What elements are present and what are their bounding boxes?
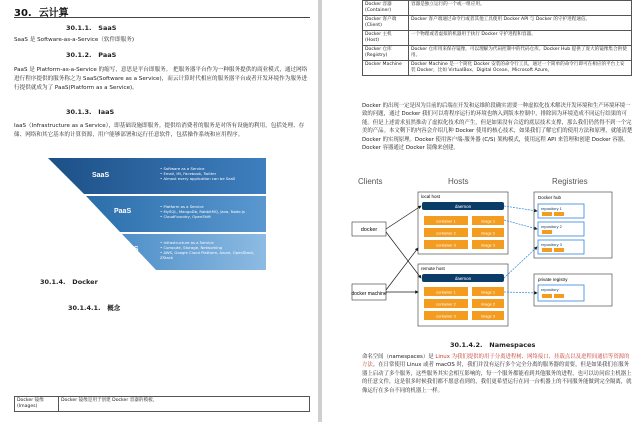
daemon-remote-label: daemon: [454, 276, 472, 281]
feature-item: • CloudFoundry, OpenShift: [160, 214, 264, 219]
tier-label-paas: PaaS: [114, 208, 132, 215]
registry-private-label: private registry: [538, 277, 568, 282]
image-label: image 3: [480, 313, 496, 319]
table-row: [363, 1, 632, 16]
container-label: container 3: [436, 242, 456, 248]
table-desc: 一个物理或者虚拟的机器用于执行 Docker 守护进程和容器。: [409, 31, 632, 46]
arrow-remote-to-private: [504, 292, 537, 293]
image-label: image 1: [480, 218, 496, 224]
table-term: Docker 仓库 (Registry): [363, 46, 409, 61]
cloud-service-pyramid: [48, 158, 266, 270]
image-label: image 2: [480, 230, 496, 236]
docker-concept-table: [362, 0, 632, 76]
paas-text: PaaS 是 Platform-as-a-Service 的缩写，意思是平台即服务。 把服务器平台作为一种服务提供的商业模式，通过网络进行程序提供的服务称之为 SaaS(Software as a Service)，而云计算时代相应的服务器平台或者开发环境作为服务进行提供就成为了 PaaS(Platform as a Service)。: [14, 67, 308, 91]
arrow-client-to-remote-daemon: [386, 232, 421, 278]
registry-image-chip: [554, 212, 564, 216]
arrow-local-to-hub: [504, 206, 537, 211]
iaas-text: IaaS（Infrastructure as a Service），即基础设施即服务。提供给消费者的服务是对所有设施的利用，包括处理、存储、网络和其它基本的计算资源，用户能够部署和运行任意软件，包括操作系统和应用程序。: [14, 123, 305, 138]
registry-image-chip: [542, 230, 552, 234]
namespaces-highlight: Linux 为我们提供的用于分离进程树、网络接口、挂载点以及进程间通信等资源的方法: [362, 354, 630, 369]
container-label: container 3: [436, 313, 456, 319]
image-label: image 3: [480, 242, 496, 248]
daemon-local-label: daemon: [454, 204, 472, 209]
feature-item: • Email, IM, Facebook, Twitter: [160, 171, 264, 176]
heading-docker: 30.1.4. Docker: [40, 278, 98, 286]
repository-label: repository 1: [541, 206, 562, 211]
host-local-label: local host: [421, 194, 441, 199]
tier-label-iaas: IaaS: [124, 246, 139, 253]
registry-image-chip: [542, 248, 552, 252]
feature-item: • Infrastructure as a Service: [160, 240, 264, 245]
feature-item: • Software as a Service: [160, 166, 264, 171]
saas-text: SaaS 是 Software-as-a-Service（软件即服务): [14, 37, 135, 43]
registry-image-chip: [554, 294, 564, 298]
column-header-hosts: Hosts: [448, 177, 469, 186]
container-label: container 2: [436, 230, 456, 236]
table-row: [363, 16, 632, 31]
image-label: image 2: [480, 301, 496, 307]
paas-features: [160, 204, 264, 219]
namespaces-text-rest: 。在日常使用 Linux 或者 macOS 时，我们并没有运行多个完全分离的服务器的需要，但是如果我们在服务器上启动了多个服务，这些服务其实会相互影响的，每一个服务都能看到其他服务的进程，也可以访问宿主机器上的任意文件，这是很多时候我们都不愿意看到的，我们更希望运行在同一台机器上的不同服务能做到完全隔离，就像运行在多台不同的机器上一样。: [362, 362, 632, 394]
table-term: Docker 主机 (Host): [363, 31, 409, 46]
heading-namespaces: 30.1.4.2. Namespaces: [450, 341, 536, 349]
heading-saas: 30.1.1. SaaS: [66, 24, 117, 32]
container-label: container 1: [436, 218, 456, 224]
right-page: [322, 0, 640, 422]
registry-image-chip: [542, 212, 552, 216]
table-term: Docker 镜像 (Images): [15, 397, 59, 412]
docker-concept-table-start: [14, 396, 310, 412]
section-rule: [14, 17, 310, 18]
arrow-remote-to-hub: [504, 247, 537, 278]
section-heading: 30. 云计算: [14, 8, 69, 19]
table-desc: Docker Machine 是一个简化 Docker 安装的命令行工具，通过一个简单的命令行即可在相应的平台上安装 Docker，比如 VirtualBox、Digital Ocean、Microsoft Azure。: [409, 61, 632, 76]
arrow-local-to-hub-2: [504, 220, 537, 229]
table-row: [363, 46, 632, 61]
table-desc: Docker 镜像是用于创建 Docker 容器的模板。: [59, 397, 310, 412]
feature-item: • Almost every application can be SaaS: [160, 176, 264, 181]
repository-label: repository: [541, 287, 559, 292]
docker-architecture-diagram: [348, 174, 616, 330]
table-desc: 容器是独立运行的一个或一组应用。: [409, 1, 632, 16]
table-row: [363, 31, 632, 46]
image-label: image 1: [480, 289, 496, 295]
saas-features: [160, 166, 264, 181]
docker-diagram-svg: [348, 174, 616, 330]
feature-item: • MySQL, MangoDb, RabbitMQ, Java, Node.js: [160, 209, 264, 214]
registry-image-chip: [554, 248, 564, 252]
client-docker-label: docker: [360, 227, 378, 233]
feature-item: • Platform as a Service: [160, 204, 264, 209]
container-label: container 1: [436, 289, 456, 295]
feature-item: • Compute, Storage, Networking: [160, 245, 264, 250]
tier-label-saas: SaaS: [92, 172, 110, 179]
iaas-features: [160, 240, 264, 260]
namespaces-text-prefix: 命名空间（namespaces）是: [362, 354, 436, 360]
table-term: Docker 客户端 (Client): [363, 16, 409, 31]
table-term: Docker 容器 (Container): [363, 1, 409, 16]
table-row: [15, 397, 310, 412]
registry-image-chip: [542, 294, 552, 298]
docker-intro-text: Docker 的出现一定是因为目前的后端在开发和运维阶段确实需要一种虚拟化技术解决开发环境和生产环境环境一致的问题，通过 Docker 我们可以将程序运行的环境也纳入到版本控制中，排除因为环境造成不同运行结果的可能。但是上述需求虽然推动了虚拟化技术的产生，但是如果没有合适的底层技术支撑，那么我们仍然得不到一个完美的产品。本文剩下的内容会介绍几种 Docker 使用的核心技术，如果我们了解它们的使用方法和原理，就能清楚 Docker 的实现原理。Docker 使用客户端-服务器 (C/S) 架构模式，使用远程 API 来管理和创建 Docker 容器。Docker 容器通过 Docker 镜像来创建。: [362, 103, 633, 152]
table-desc: Docker 客户端通过命令行或者其他工具使用 Docker API 与 Docker 的守护进程通信。: [409, 16, 632, 31]
registry-hub-label: Docker hub: [538, 195, 562, 200]
container-label: container 2: [436, 301, 456, 307]
repository-label: repository 2: [541, 224, 562, 229]
heading-concept: 30.1.4.1. 概念: [68, 304, 121, 312]
feature-item: • AWS, Google Cloud Platform, Azure, OpenStack, ZStack: [160, 250, 264, 260]
client-machine-label: docker machine: [351, 291, 387, 297]
table-desc: Docker 仓库用来保存镜像，可以理解为代码控制中的代码仓库。Docker Hub 提供了庞大的镜像集合供使用。: [409, 46, 632, 61]
left-page: [0, 0, 318, 422]
arrow-client-to-local-daemon: [386, 206, 421, 229]
repository-label: repository 3: [541, 242, 562, 247]
column-header-clients: Clients: [358, 177, 383, 186]
heading-paas: 30.1.2. PaaS: [66, 51, 117, 59]
table-row: [363, 61, 632, 76]
namespaces-text: [362, 353, 634, 395]
heading-iaas: 30.1.3. IaaS: [66, 108, 115, 116]
arrow-machine-to-local: [386, 248, 418, 290]
column-header-registries: Registries: [552, 177, 588, 186]
table-term: Docker Machine: [363, 61, 409, 76]
host-remote-label: remote host: [421, 266, 445, 271]
